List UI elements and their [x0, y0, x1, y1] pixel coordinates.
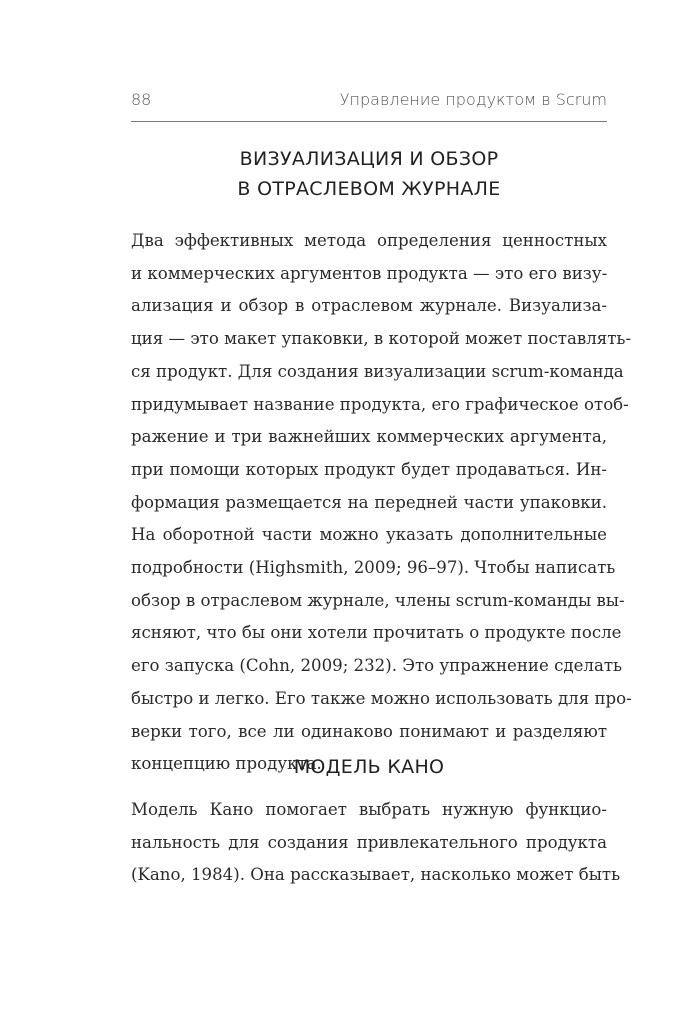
text-line: обзор в отраслевом журнале, члены scrum-команды вы-: [131, 590, 625, 610]
text-line: нальность для создания привлекательного продукта: [131, 832, 607, 852]
header-rule: [131, 121, 607, 122]
text-line: Модель Кано помогает выбрать нужную функцио-: [131, 800, 607, 819]
text-line: ция — это макет упаковки, в которой может поставлять-: [131, 329, 632, 349]
text-line: ализация и обзор в отраслевом журнале. Визуализа-: [131, 296, 607, 316]
text-line: ясняют, что бы они хотели прочитать о продукте после: [131, 623, 622, 643]
text-line: придумывает название продукта, его графическое отоб-: [131, 394, 629, 414]
text-line: (Kano, 1984). Она рассказывает, насколько может быть: [131, 865, 621, 885]
text-line: ся продукт. Для создания визуализации scrum-команда: [131, 361, 624, 381]
section-title-kano: МОДЕЛЬ КАНО: [293, 756, 445, 778]
text-line: концепцию продукта.: [131, 754, 322, 774]
page-number: 88: [131, 90, 152, 109]
text-line: ражение и три важнейших коммерческих аргумента,: [131, 427, 607, 447]
text-line: Два эффективных метода определения ценностных: [131, 231, 607, 250]
text-line: подробности (Highsmith, 2009; 96–97). Чтобы написать: [131, 558, 616, 577]
running-title: Управление продуктом в Scrum: [339, 90, 607, 109]
section-title-line-2: В ОТРАСЛЕВОМ ЖУРНАЛЕ: [237, 178, 501, 200]
section-title-line-1: ВИЗУАЛИЗАЦИЯ И ОБЗОР: [239, 148, 499, 170]
text-line: при помощи которых продукт будет продаваться. Ин-: [131, 459, 607, 479]
text-line: На оборотной части можно указать дополнительные: [131, 525, 607, 545]
text-line: быстро и легко. Его также можно использовать для про-: [131, 688, 632, 708]
text-line: формация размещается на передней части упаковки.: [131, 492, 607, 512]
text-line: его запуска (Cohn, 2009; 232). Это упражнение сделать: [131, 656, 623, 676]
text-line: верки того, все ли одинаково понимают и разделяют: [131, 721, 607, 741]
text-line: и коммерческих аргументов продукта — это его визу-: [131, 263, 608, 283]
